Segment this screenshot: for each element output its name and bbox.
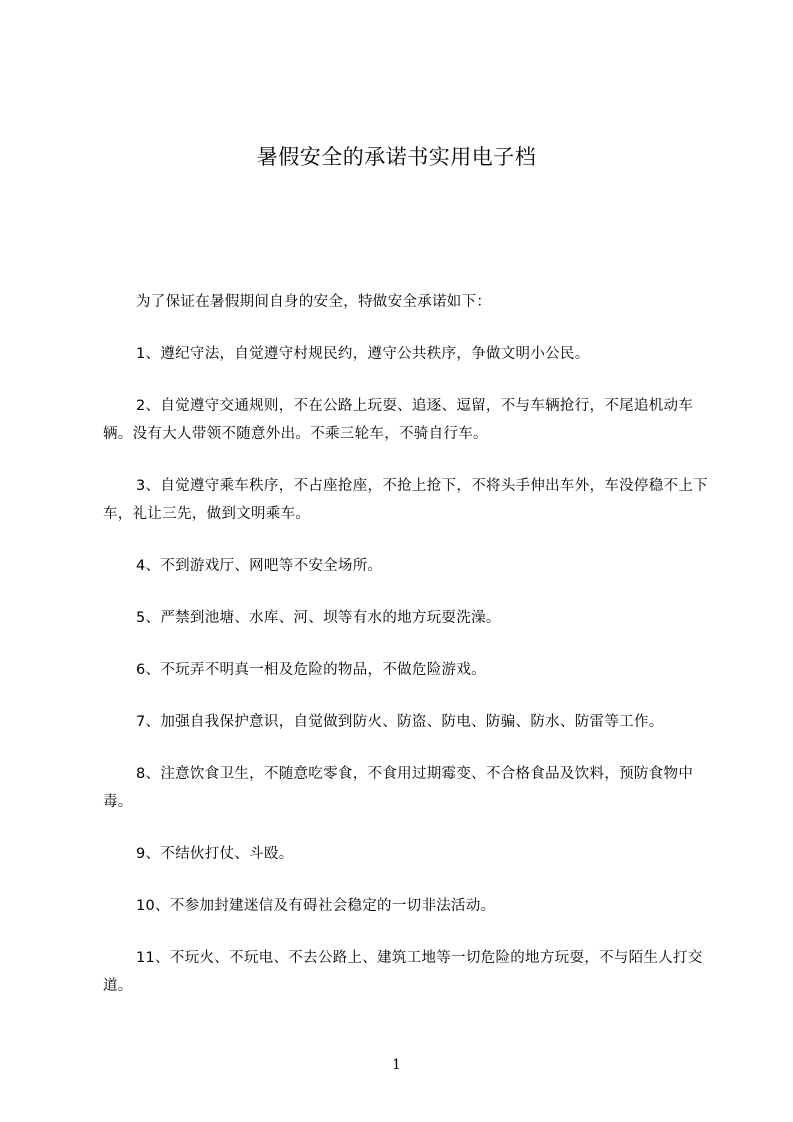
paragraph-item-6: 6、不玩弄不明真一相及危险的物品，不做危险游戏。	[136, 662, 486, 678]
paragraph-item-9: 9、不结伙打仗、斗殴。	[136, 846, 294, 862]
paragraph-intro: 为了保证在暑假期间自身的安全，特做安全承诺如下：	[136, 294, 492, 310]
document-title: 暑假安全的承诺书实用电子档	[256, 145, 537, 169]
document-body	[103, 288, 708, 1024]
paragraph-item-7: 7、加强自我保护意识，自觉做到防火、防盗、防电、防骗、防水、防雷等工作。	[136, 714, 664, 730]
paragraph-item-11: 11、不玩火、不玩电、不去公路上、建筑工地等一切危险的地方玩耍，不与陌生人打交道。	[103, 950, 703, 994]
paragraph-item-8: 8、注意饮食卫生，不随意吃零食，不食用过期霉变、不合格食品及饮料，预防食物中毒。	[103, 766, 694, 810]
paragraph-item-2: 2、自觉遵守交通规则，不在公路上玩耍、追逐、逗留，不与车辆抢行，不尾追机动车辆。没有大人带领不随意外出。不乘三轮车，不骑自行车。	[103, 398, 694, 442]
paragraph-item-4: 4、不到游戏厅、网吧等不安全场所。	[136, 558, 383, 574]
paragraph-item-5: 5、严禁到池塘、水库、河、坝等有水的地方玩耍洗澡。	[136, 610, 501, 626]
paragraph-item-3: 3、自觉遵守乘车秩序，不占座抢座，不抢上抢下，不将头手伸出车外，车没停稳不上下车，礼让三先，做到文明乘车。	[103, 478, 708, 522]
page-number: 1	[392, 1057, 401, 1073]
paragraph-item-10: 10、不参加封建迷信及有碍社会稳定的一切非法活动。	[136, 898, 496, 914]
paragraph-item-1: 1、遵纪守法，自觉遵守村规民约，遵守公共秩序，争做文明小公民。	[136, 346, 590, 362]
